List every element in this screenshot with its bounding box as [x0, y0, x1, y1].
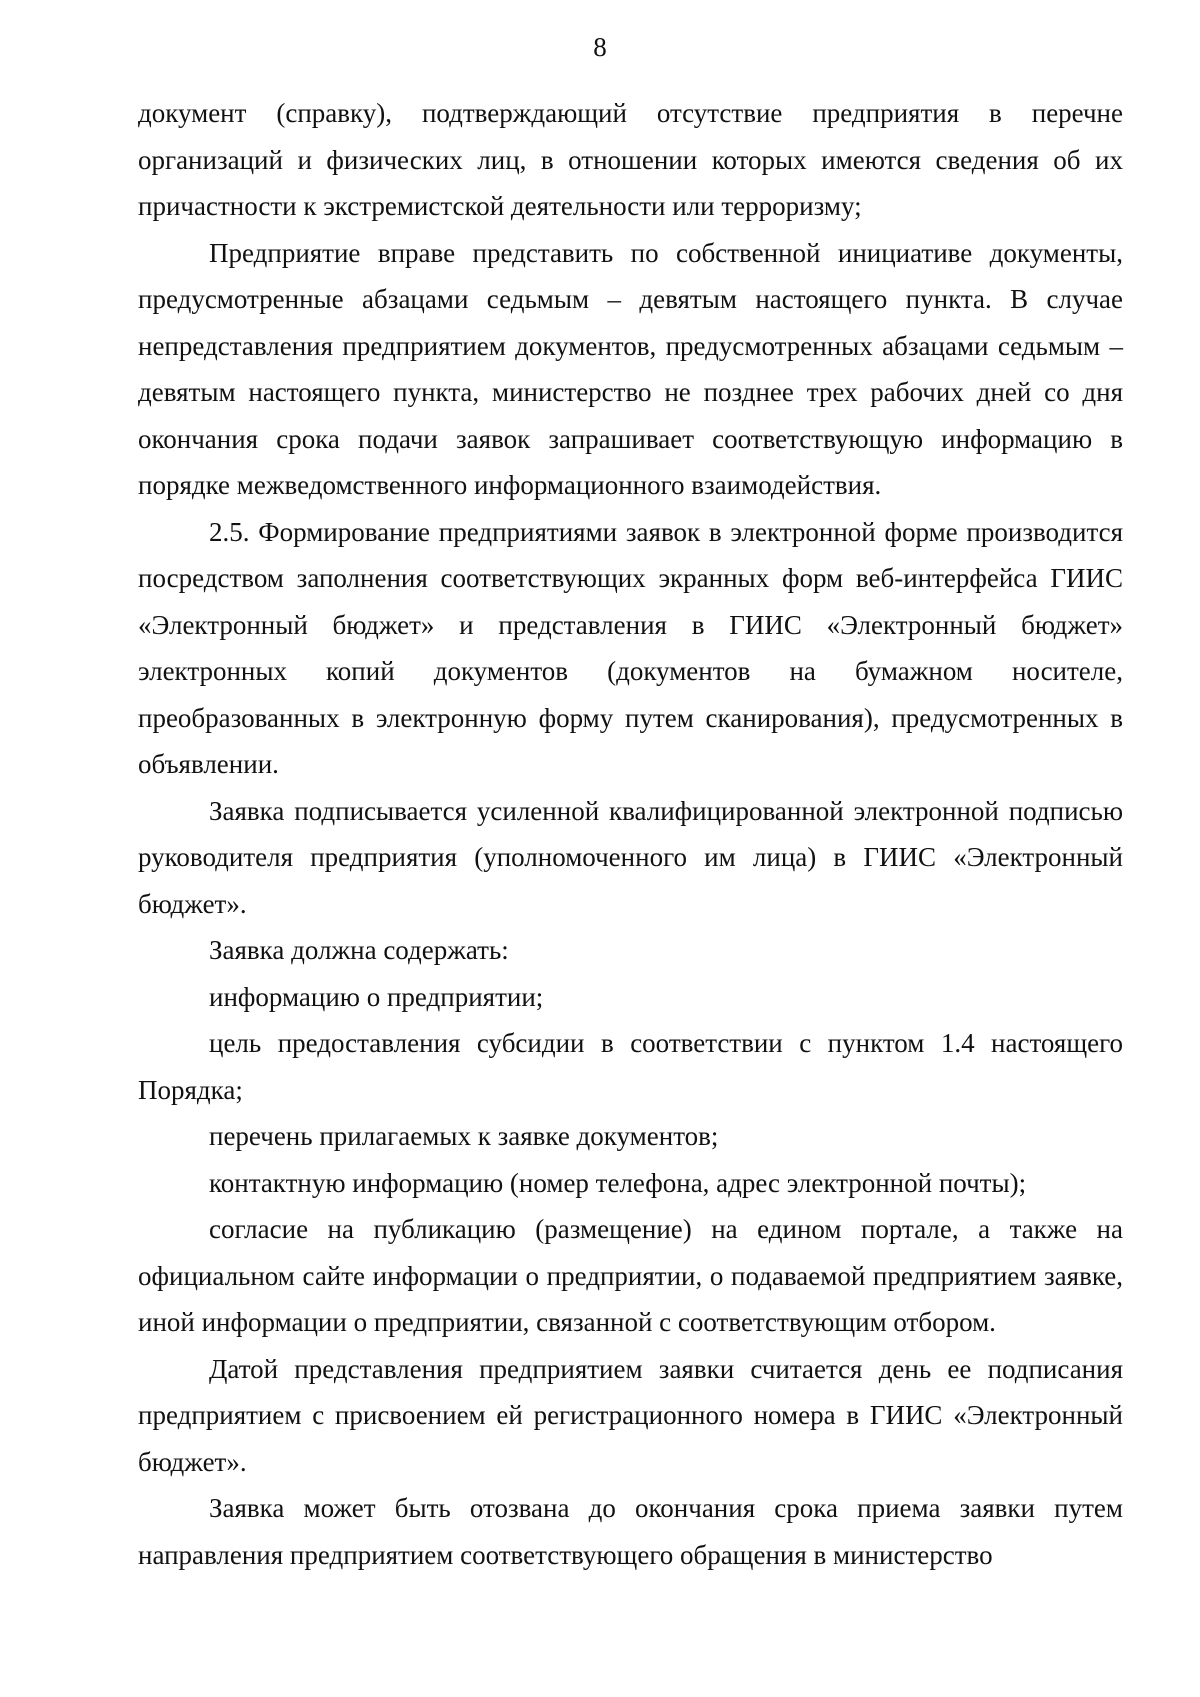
paragraph-continuation: документ (справку), подтверждающий отсутствие предприятия в перечне организаций и физических лиц, в отношении которых имеются сведения об их причастности к экстремистской деятельности или терроризму;: [138, 98, 1123, 221]
list-item-enterprise-info: информацию о предприятии;: [209, 981, 544, 1012]
list-item-documents-list: перечень прилагаемых к заявке документов;: [209, 1121, 719, 1151]
list-item-subsidy-purpose: цель предоставления субсидии в соответствии с пунктом 1.4 настоящего Порядка;: [138, 1028, 1123, 1105]
paragraph-optional-documents: Предприятие вправе представить по собственной инициативе документы, предусмотренные абзацами седьмым – девятым настоящего пункта. В случае непредставления предприятием документов, предусмотренных абзацами седьмым – девятым настоящего пункта, министерство не позднее трех рабочих дней со дня окончания срока подачи заявок запрашивает соответствующую информацию в порядке межведомственного информационного взаимодействия.: [138, 237, 1123, 500]
list-item-publication-consent: согласие на публикацию (размещение) на едином портале, а также на официальном сайте информации о предприятии, о подаваемой предприятием заявке, иной информации о предприятии, связанной с соответствующим отбором.: [138, 1214, 1123, 1337]
paragraph-section-2-5: 2.5. Формирование предприятиями заявок в электронной форме производится посредством заполнения соответствующих экранных форм веб-интерфейса ГИИС «Электронный бюджет» и представления в ГИИС «Электронный бюджет» электронных копий документов (документов на бумажном носителе, преобразованных в электронную форму путем сканирования), предусмотренных в объявлении.: [138, 516, 1123, 779]
paragraph-signature: Заявка подписывается усиленной квалифицированной электронной подписью руководителя предприятия (уполномоченного им лица) в ГИИС «Электронный бюджет».: [138, 795, 1123, 919]
paragraph-withdrawal: Заявка может быть отозвана до окончания срока приема заявки путем направления предприятием соответствующего обращения в министерство: [138, 1493, 1123, 1570]
paragraph-submission-date: Датой представления предприятием заявки считается день ее подписания предприятием с присвоением ей регистрационного номера в ГИИС «Электронный бюджет».: [138, 1353, 1123, 1477]
paragraph-application-contents: Заявка должна содержать:: [209, 935, 509, 965]
page-number: 8: [593, 32, 607, 62]
document-body: [138, 90, 1123, 1578]
list-item-contact-info: контактную информацию (номер телефона, адрес электронной почты);: [209, 1167, 1027, 1198]
